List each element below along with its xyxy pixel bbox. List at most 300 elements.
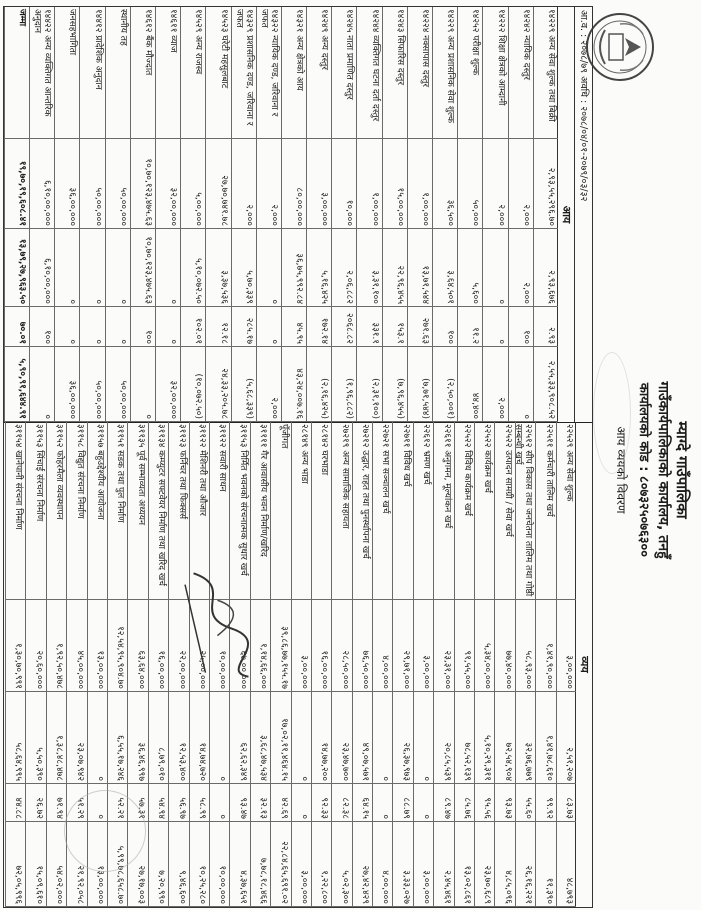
income-row-value: २,००० (483, 347, 507, 422)
expense-row-value: ९९.९२ (536, 784, 555, 822)
expense-row-value: १३,०२,८६१ (455, 822, 474, 907)
income-row-value: ० (106, 229, 130, 307)
income-row-value: ४४,४०० (458, 347, 482, 422)
expense-row-value: २२,००,००० (169, 600, 188, 692)
income-row-value: ३,६४,५०१ (433, 229, 457, 307)
expense-row-value: ५४.९४ (149, 784, 168, 822)
income-row-value: २,००० (509, 229, 533, 307)
income-row (508, 7, 533, 422)
expense-row-value: २,४५,४६१ (434, 822, 453, 907)
income-row-value: २०६८.८२ (332, 307, 356, 347)
expense-row-value: ३,००,००० (292, 822, 311, 907)
expense-row (494, 422, 514, 907)
income-row (357, 7, 382, 422)
income-row-value: १०० (131, 307, 155, 347)
expense-row (535, 422, 555, 907)
expense-row-label: ३११५३ निर्मित भवनको संरचनात्मक सुधार खर्च (230, 422, 249, 600)
expense-row-value: ५५.६० (516, 784, 535, 822)
expense-row-value: १३,००,००० (88, 822, 107, 907)
expense-row-label: २२५२२ विविध कार्यक्रम खर्च (455, 422, 474, 600)
expense-row-value: १,२२,८०० (312, 822, 331, 907)
expense-row (392, 422, 412, 907)
income-row-label: १४४१२ प्रादेशिक अनुदान (80, 7, 104, 139)
income-row-value: ३२,००,००० (156, 139, 180, 229)
expense-row (474, 422, 494, 907)
expense-row-value: ९३.७३ (495, 784, 514, 822)
income-row (54, 7, 79, 422)
expense-row-value: २७,१७,००३ (128, 822, 147, 907)
office-round-stamp (64, 790, 146, 872)
income-row-label: १४३२२ न्यायिक दण्ड, जरिवाना र जफत (257, 7, 281, 139)
expense-row-value: ० (88, 692, 107, 784)
income-row-value: ५,६०० (458, 229, 482, 307)
income-row-value: ११.२ (458, 307, 482, 347)
income-row-label: १४२४५ नाता प्रमाणित दस्तुर (332, 7, 356, 139)
expense-row-value: ३२.१३ (251, 784, 270, 822)
expense-row-label: २२५२२ कार्यक्रम खर्च (475, 422, 494, 600)
income-row (130, 7, 155, 422)
income-row-value: ० (131, 347, 155, 422)
income-row-value: (१०,०७२.५०) (181, 347, 205, 422)
expense-row (413, 422, 433, 907)
expense-row (25, 422, 45, 907)
income-row-value: ३६,५०० (433, 139, 457, 229)
income-row-value: १३,७१,५४४ (408, 229, 432, 307)
income-row-value: ० (257, 307, 281, 347)
income-row-value: २,५५,३३,९०८.५२ (534, 347, 558, 422)
expense-row-value: २३,७०,६८९ (475, 822, 494, 907)
income-row-value: १५३.१ (383, 307, 407, 347)
expense-row-value: ४,३७,६५१ (230, 822, 249, 907)
expense-row-value: ११,३९० (536, 822, 555, 907)
income-row-value: १०,७०,१२३,४७५.६३ (131, 139, 155, 229)
income-row-label: १४३२१ अन्य क्षेत्रको आय (282, 7, 306, 139)
expense-row-value: ४,००,००० (373, 822, 392, 907)
expense-row-value: २२,८४,६५,६९१.०२ (271, 822, 290, 907)
income-row (155, 7, 180, 422)
faint-stamp (593, 352, 631, 474)
income-rows (4, 7, 558, 422)
expense-row-value: ९५.५६ (475, 784, 494, 822)
expense-row-value: ९२.३३ (312, 784, 331, 822)
income-row-value: ३,३७,५३६ (206, 229, 230, 307)
income-row-value: १,००,००० (408, 139, 432, 229)
expense-row-value: ५८.९९ (190, 784, 209, 822)
expense-row-value: ५६.९७ (169, 784, 188, 822)
income-row (432, 7, 457, 422)
income-row-value: ८०,००,००० (282, 139, 306, 229)
income-row (256, 7, 281, 422)
income-row-label: १४२२९ अन्य सेवा शुल्क तथा बिक्री (534, 7, 558, 139)
expense-heading: व्यय (575, 422, 592, 907)
income-row-value: १,००,००० (358, 139, 382, 229)
expense-row-label: २७२१९ अन्य सामाजिक सहायता (332, 422, 351, 600)
expense-row-value: १६,००,००० (149, 600, 168, 692)
expense-row (291, 422, 311, 907)
expense-row-value: ७२,०५,९९६ (6, 822, 25, 907)
income-row-value: ० (257, 229, 281, 307)
income-row-label: स्थानीय तह (106, 7, 130, 139)
income-row-value: २७१.६३ (408, 307, 432, 347)
expense-row-value: २,५१,२०७ (557, 692, 576, 784)
expense-row-value: ७,२०,९९० (149, 822, 168, 907)
income-row-value: (१,९६,८८२) (332, 347, 356, 422)
income-row-value: ० (55, 307, 79, 347)
expense-row-label: ३११३४ कम्प्युटर सफ्टवेयर निर्माण तथा खरिद खर्च (149, 422, 168, 600)
expense-row-value: ० (292, 784, 311, 822)
income-row-value: (७,७१,५४४) (408, 347, 432, 422)
expense-row-value: ५,०२,३०० (332, 822, 351, 907)
income-row-value: ३३१.१ (358, 307, 382, 347)
income-row-value: ४३,२४,००७.१६ (282, 347, 306, 422)
income-row-value: (२,१६,४२५) (307, 347, 331, 422)
expense-row-value: ८,७९,०१० (149, 692, 168, 784)
income-row-label: १४६११ व्याज (156, 7, 180, 139)
income-row-value: ५०,००,००० (106, 347, 130, 422)
income-row-label: १४२४४ व्यक्तिगत घटना दर्ता दस्तुर (358, 7, 382, 139)
income-row-value: १५,००,००० (383, 139, 407, 229)
expense-row-value: १,९२,५०,४७८ (47, 600, 66, 692)
expense-row (433, 422, 453, 907)
expense-row-value: १,३८,४८,४७८ (47, 692, 66, 784)
expense-row (311, 422, 331, 907)
expense-row-value: ३,००,००० (414, 600, 433, 692)
expense-row-value: ९,४६,६०० (169, 822, 188, 907)
income-row-value: २,००० (483, 139, 507, 229)
income-row-value: ६,१०,००,००० (30, 139, 54, 229)
income-heading: आय (557, 7, 574, 422)
expense-row-value: १५,०९,६१० (26, 822, 45, 907)
expense-row-label: ३११११ गैर आवासीय भवन निर्माण/खरिद (251, 422, 270, 600)
income-row-value: १०० (433, 307, 457, 347)
income-row-value: (२,३१,१००) (358, 347, 382, 422)
expense-row-value: ० (88, 784, 107, 822)
income-row-value: ५०,००० (458, 139, 482, 229)
expense-row-label: ३११५३ सिंचाई संरचना निर्माण (26, 422, 45, 600)
expense-row-value: ३,००,००० (414, 822, 433, 907)
expense-row-label: ३११३५ पूर्व सम्भाव्यता अध्ययन (128, 422, 147, 600)
income-row-label: १४४२२ अन्य व्यक्तिगत आन्तरिक अनुदान (30, 7, 54, 139)
income-row (79, 7, 104, 422)
expense-row-value: ४५,००,००० (67, 600, 86, 692)
expense-row-value: १२,५३,४०० (169, 692, 188, 784)
expense-row-value: ८२.३८ (332, 784, 351, 822)
income-row-value: २,००० (257, 139, 281, 229)
expense-row-label: २२५११ कर्मचारी तालिम खर्च (536, 422, 555, 600)
expense-row-value: ३,३३,०२७ (393, 822, 412, 907)
expense-row-value: १०,२५,२८० (190, 822, 209, 907)
expense-row-value: १४,७७,२०० (312, 692, 331, 784)
expense-row-value: ९३.४७ (230, 784, 249, 822)
expense-row-value: ५४,०२,००० (47, 822, 66, 907)
income-row-value: १०० (509, 307, 533, 347)
income-row-value: (५,६८,३३९) (232, 347, 256, 422)
expense-row-value: १,४१,९०,००० (536, 600, 555, 692)
expense-row-value: ५,९९,७८,६५८.७० (108, 822, 127, 907)
expense-row-value: ७७,४०,००० (495, 600, 514, 692)
expense-row-label: ३११५१ सडक तथा पुल निर्माण (108, 422, 127, 600)
income-row (306, 7, 331, 422)
expense-row-label: ३११५७ बहुउद्देश्यीय आयोजना (88, 422, 107, 600)
income-expense-table (3, 6, 593, 908)
expense-row-value: २०,८५,५३९ (434, 692, 453, 784)
income-row (29, 7, 54, 422)
income-row-value: ० (483, 307, 507, 347)
income-row-value: १०० (30, 307, 54, 347)
expense-row (331, 422, 351, 907)
income-row-label: १४२४२ न्यायिक दस्तुर (509, 7, 533, 139)
expense-row-value: २९,७१,००० (393, 600, 412, 692)
income-row-value: ३६,००,००० (55, 139, 79, 229)
period-label: आ.व. : २०७८/७९ अवधि : २०७८/०४/०१-२०७९/०३/३२ (574, 7, 592, 422)
expense-row-value: ० (210, 784, 229, 822)
office-name: गाउँकार्यपालिकाको कार्यालय, तनहुँ (655, 381, 671, 559)
income-row (4, 7, 29, 422)
expense-row-value: ६२,६२,३४९ (230, 692, 249, 784)
income-row-value: १३,७९,२७,९६३.५० (5, 229, 29, 307)
income-row-value: ० (30, 347, 54, 422)
expense-row-label: ३११२३ फर्निचर तथा फिक्सर्स (169, 422, 188, 600)
income-row-value: २,००० (509, 139, 533, 229)
income-row-value: २,९३,६७६ (534, 229, 558, 307)
expense-row-value: ३,६८,४७,५३४ (251, 692, 270, 784)
income-row (331, 7, 356, 422)
expense-row-label: ३११५२ फोहरमैला व्यवस्थापन (47, 422, 66, 600)
expense-row (515, 422, 535, 907)
expense-row-value: १,३०,७०,९९१ (6, 600, 25, 692)
expense-row-label: २२७११ विविध खर्च (393, 422, 412, 600)
expense-row-label: ३११२२ मेशिनरी तथा औजार (190, 422, 209, 600)
expense-row-value: ५१.२९ (67, 784, 86, 822)
income-row-value: ० (156, 307, 180, 347)
income-row-value: १०२.०१ (181, 307, 205, 347)
income-row-value: १०,००० (332, 139, 356, 229)
expense-row-value: ६३,६४,००० (128, 600, 147, 692)
expense-row-value: ८८.७९ (393, 784, 412, 822)
expense-row-value: ४९,०७,५७१ (353, 692, 372, 784)
expense-row-label: २८१४२ घरभाडा (312, 422, 331, 600)
expense-row-value: ५८,६४,९९५ (6, 692, 25, 784)
expense-row-value: ७८,५२,१३९ (455, 692, 474, 784)
expense-row (556, 422, 576, 907)
expense-row-value: २६.७२ (26, 784, 45, 822)
expense-row-label: २२५१२ सीप विकास तथा जनचेतना तालिम तथा गोष्ठी सम्बन्धी खर्च (516, 422, 535, 600)
expense-row-value: २१,९२,०५८ (67, 822, 86, 907)
expense-row-value: ५,१०,२९,३११ (475, 692, 494, 784)
income-row (533, 7, 558, 422)
income-row-label: १४२५२ परीक्षा शुल्क (458, 7, 482, 139)
income-row-label: १४२२४ नक्सापास दस्तुर (408, 7, 432, 139)
expense-row-value: ४,८५,०९६ (495, 822, 514, 907)
income-row-value: २८५.१७ (232, 307, 256, 347)
income-row-label: १४५२९ अन्य राजस्व (181, 7, 205, 139)
income-row-label: १४५२३ घरेटी महसुलबाट (206, 7, 230, 139)
income-row-value: ० (80, 307, 104, 347)
expense-row-value: ४४.८८ (6, 784, 25, 822)
expense-row-value: ५७.३१ (128, 784, 147, 822)
expense-row-label: पूँजीगत (271, 422, 290, 600)
income-row-label: १४२४३ सिफारिस दस्तुर (383, 7, 407, 139)
expense-row-value: १४,७४,७२० (190, 692, 209, 784)
expense-row-value: २०,६०,००० (26, 600, 45, 692)
income-row-value: ३६,००,००० (55, 347, 79, 422)
report-title: आय व्ययको विवरण (614, 426, 628, 514)
income-row-value: ७०.०१ (5, 307, 29, 347)
expense-row-value: ८३.७३ (557, 784, 576, 822)
expense-row-value: ० (210, 692, 229, 784)
expense-row-value: २६,१६,२२१ (516, 822, 535, 907)
expense-row (148, 422, 168, 907)
expense-row-value: ० (373, 784, 392, 822)
income-row-value: ५,९०,९१,६४४.९१ (5, 347, 29, 422)
income-row-value: २७,७०,७४१.७८ (206, 139, 230, 229)
income-row-value: ३,३१,१०० (358, 229, 382, 307)
income-row-value: (७,९६,४५५) (383, 347, 407, 422)
expense-row-label: ३११२२ सवारी साधन (210, 422, 229, 600)
income-row-value: ३६,७५,९९२.८४ (282, 229, 306, 307)
expense-row-value: ० (292, 692, 311, 784)
income-row (205, 7, 230, 422)
expense-row-value: १३,००,००० (88, 600, 107, 692)
expense-row (372, 422, 392, 907)
office-code: कार्यालयको कोड : ८०७३२५०७६३०० (636, 382, 651, 558)
expense-row (352, 422, 372, 907)
expense-row-value: ४,००,००० (373, 600, 392, 692)
expense-row-value: २८,५०,००० (332, 600, 351, 692)
income-row-value: १९,७०,१९,६०८.४१ (5, 139, 29, 229)
expense-row-value: ७,७८,१८,४६६ (251, 822, 270, 907)
income-row-value: २४,३३,२०५.७८ (206, 347, 230, 422)
income-row (457, 7, 482, 422)
income-row-value: १०,७०,१२३,४७५.६३ (131, 229, 155, 307)
municipality-name: म्याग्दे गाउँपालिका (673, 421, 691, 519)
expense-row-value: ७१.९४ (47, 784, 66, 822)
expense-row-label: २२५२२ उत्पादन सामग्री / सेवा खर्च (495, 422, 514, 600)
income-row-label: जनसहभागिता (55, 7, 79, 139)
income-row-value: ३,००,००० (307, 139, 331, 229)
income-section (4, 7, 592, 423)
income-row-label: १४२४९ अन्य दस्तुर (307, 7, 331, 139)
document-header (611, 180, 691, 760)
expense-row-value: ४८,७९३ (557, 822, 576, 907)
income-row-value: ६,१०,००,००० (30, 229, 54, 307)
expense-row-value: २६,३७,९७३ (393, 692, 412, 784)
income-row-value: २२,९६,४५५ (383, 229, 407, 307)
expense-row-value: ५,३४,००,००० (475, 600, 494, 692)
income-row (407, 7, 432, 422)
expense-row-label: २७२१२ उद्धार, राहत तथा पुनर्स्थापना खर्च (353, 422, 372, 600)
expense-row-value: ३२,७६,७७९ (516, 692, 535, 784)
expense-row-value: २७,४२,४२९ (353, 822, 372, 907)
income-row (180, 7, 205, 422)
income-row-label: १४२२२ शिक्षा क्षेत्रको आम्दानी (483, 7, 507, 139)
expense-row-value: ७२,५४,९०४ (495, 692, 514, 784)
expense-row-value: ० (414, 784, 433, 822)
expense-row (5, 422, 25, 907)
income-row-value: ५०,००,००० (106, 139, 130, 229)
income-row-value: ५,१०,०७२.५० (181, 229, 205, 307)
expense-row-value: ० (373, 692, 392, 784)
expense-row-value: १७,०२,११,४६४.१५ (271, 692, 290, 784)
expense-row-value: ८५.७६ (455, 784, 474, 822)
expense-row (454, 422, 474, 907)
income-row-value: ० (509, 347, 533, 422)
expense-row-value: ३,००,००० (557, 600, 576, 692)
income-row-value: ० (55, 229, 79, 307)
expense-row-value: २५,००,००० (190, 600, 209, 692)
expense-row-value: ४२.६९ (271, 784, 290, 822)
expense-row-value: ९१,५५,००० (455, 600, 474, 692)
income-row (482, 7, 507, 422)
income-row-value: ० (483, 229, 507, 307)
expense-row-label: ३११५४ खानेपानी संरचना निर्माण (6, 422, 25, 600)
expense-row-value: ६४.१५ (353, 784, 372, 822)
income-row-value: ५०,००,००० (80, 347, 104, 422)
expense-row-label: २२६११ अनुगमन, मूल्यांकन खर्च (434, 422, 453, 600)
income-row-value: ० (156, 229, 180, 307)
expense-row-value: १२,५४,९५,९०४.७० (108, 600, 127, 692)
income-row-label: १४२२९ अन्य प्रशासनिक सेवा शुल्क (433, 7, 457, 139)
income-row-value: ५०,००,००० (80, 139, 104, 229)
income-row-label: जम्मा (5, 7, 29, 139)
income-row-value: (२,५०,००१) (433, 347, 457, 422)
expense-row-value: २३,०७,९४२ (67, 692, 86, 784)
expense-row-value: ६,५५,१७,२४६ (108, 692, 127, 784)
income-row (105, 7, 130, 422)
government-emblem-icon (585, 12, 655, 82)
expense-row-value: ६७,००,००० (230, 600, 249, 692)
income-row-value: १२.१८ (206, 307, 230, 347)
expense-row-value: ५८,९३,००० (516, 600, 535, 692)
income-row-value: २,९३,५५,२९६.७० (534, 139, 558, 229)
expense-row-value: १०,००,००० (210, 600, 229, 692)
expense-row (270, 422, 290, 907)
income-row-value: ० (106, 307, 130, 347)
expense-row-value: १,१४,६६,००० (251, 600, 270, 692)
income-row-label: १४३२९ प्रशासनिक दण्ड, जरिवाना र जफत (232, 7, 256, 139)
income-row-value: २,०६,८८२ (332, 229, 356, 307)
income-row-value: २,००० (232, 139, 256, 229)
expense-row-value: २३,३१,००० (434, 600, 453, 692)
income-row-value: ५,१६,४२५ (307, 229, 331, 307)
expense-row-value: ७६,५०,००० (353, 600, 372, 692)
income-row-value: २.९३ (534, 307, 558, 347)
expense-row-value: ३,००,००० (292, 600, 311, 692)
income-row-value: १७२.१४ (307, 307, 331, 347)
income-row-value: ४५.९५ (282, 307, 306, 347)
income-row (231, 7, 256, 422)
expense-row-value: २३,४७,७०० (332, 692, 351, 784)
income-row-value: ० (80, 229, 104, 307)
expense-row-value: ३९,८६,७७,१५५.१७ (271, 600, 290, 692)
expense-row-value: ५,५०,३९० (26, 692, 45, 784)
expense-row-value: ८९.४७ (434, 784, 453, 822)
expense-row-value: १०,००,००० (210, 822, 229, 907)
income-row-label: १४६१२ बैंक मौज्दात (131, 7, 155, 139)
expense-row-label: २८१४९ अन्य भाडा (292, 422, 311, 600)
expense-row-value: १,४१,७८,६१० (536, 692, 555, 784)
expense-row-value: १६,००,००० (312, 600, 331, 692)
expense-row-label: ३११५८ विद्युत संरचना निर्माण (67, 422, 86, 600)
income-row (281, 7, 306, 422)
income-row (382, 7, 407, 422)
expense-row-value: ३६,४६,९९७ (128, 692, 147, 784)
income-row-value: ३२,००,००० (156, 347, 180, 422)
income-row-value: २,००० (257, 347, 281, 422)
expense-row-value: ५२.२१ (108, 784, 127, 822)
income-row-value: ५,७०,३३९ (232, 229, 256, 307)
expense-row-label: २२५२९ अन्य सेवा शुल्क (557, 422, 576, 600)
